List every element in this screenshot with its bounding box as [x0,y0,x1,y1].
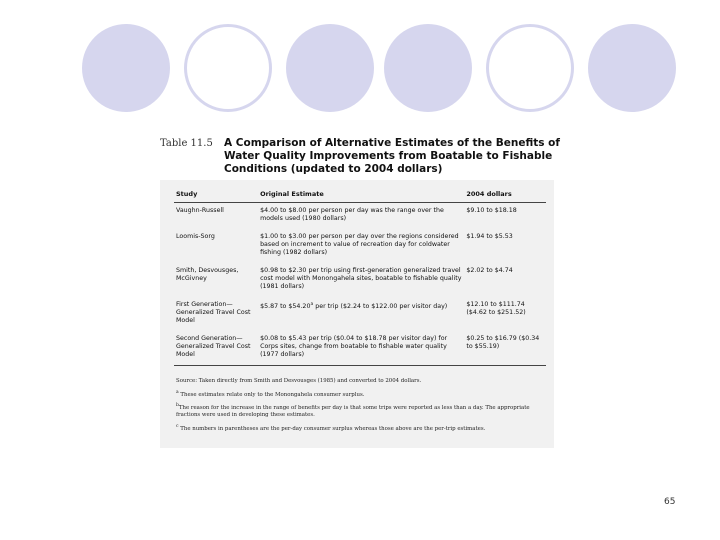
estimate-tail: per trip ($2.24 to $122.00 per visitor day) [313,303,448,311]
decorative-circle-6 [588,24,676,112]
footnote-marker: a [310,302,314,307]
table-row [174,229,546,263]
note-a-mark: a [176,389,179,395]
note-source: Source: Taken directly from Smith and Desvousges (1985) and converted to 2004 dollars. [176,378,422,384]
table-label: Table 11.5 [160,138,213,149]
note-c [176,423,546,433]
cell-dollars: $1.94 to $5.53 [466,233,513,240]
note-c-mark: c [176,423,179,429]
cell-dollars: $12.10 to $111.74 ($4.62 to $251.52) [466,301,526,316]
note-a [176,389,546,399]
decorative-circle-3 [286,24,374,112]
table-row [174,297,546,331]
cell-study: Smith, Desvousges, McGivney [176,267,239,282]
page-number: 65 [664,497,676,507]
cell-estimate: $4.00 to $8.00 per person per day was the range over the models used (1980 dollars) [260,207,444,222]
table-row [174,203,546,230]
cell-dollars: $9.10 to $18.18 [466,207,517,214]
decorative-circle-2 [184,24,272,112]
table-header-row [174,188,546,203]
cell-study: Vaughn-Russell [176,207,224,214]
table-row [174,263,546,297]
cell-estimate [258,297,464,331]
table-title: A Comparison of Alternative Estimates of the Benefits of Water Quality Improvements from Boatable to Fishable Conditions (updated to 2004 dollars) [224,137,560,175]
cell-study: Loomis-Sorg [176,233,215,240]
cell-estimate: $0.98 to $2.30 per trip using first-generation generalized travel cost model with Monongahela sites, boatable to fishable quality (1981 dollars) [260,267,462,290]
note-a-text: These estimates relate only to the Monongahela consumer surplus. [180,391,365,398]
decorative-circle-1 [82,24,170,112]
table-notes [176,378,546,436]
decorative-circle-4 [384,24,472,112]
cell-estimate: $1.00 to $3.00 per person per day over the regions considered based on increment to value of recreation day for coldwater fishing (1982 dollars) [260,233,459,256]
data-table [174,188,546,366]
table-row [174,331,546,366]
note-b-mark: b [176,402,179,408]
cell-study: Second Generation— Generalized Travel Cost Model [174,331,258,366]
decorative-circle-5 [486,24,574,112]
header-estimate: Original Estimate [258,188,464,203]
note-c-text: The numbers in parentheses are the per-day consumer surplus whereas those above are the per-trip estimates. [180,425,486,432]
cell-study: First Generation— Generalized Travel Cost Model [176,301,251,324]
table-panel [160,180,554,448]
cell-estimate: $0.08 to $5.43 per trip ($0.04 to $18.78 per visitor day) for Corps sites, change from boatable to fishable water quality (1977 dollars) [258,331,464,366]
header-dollars: 2004 dollars [464,188,546,203]
cell-dollars: $2.02 to $4.74 [466,267,513,274]
estimate-main: $5.87 to $54.20 [260,303,311,311]
header-study: Study [174,188,258,203]
note-b-text: The reason for the increase in the range of benefits per day is that some trips were reported as less than a day. The appropriate fractions were used in developing these estimates. [176,404,530,419]
cell-dollars: $0.25 to $16.79 ($0.34 to $55.19) [464,331,546,366]
note-b [176,402,546,420]
